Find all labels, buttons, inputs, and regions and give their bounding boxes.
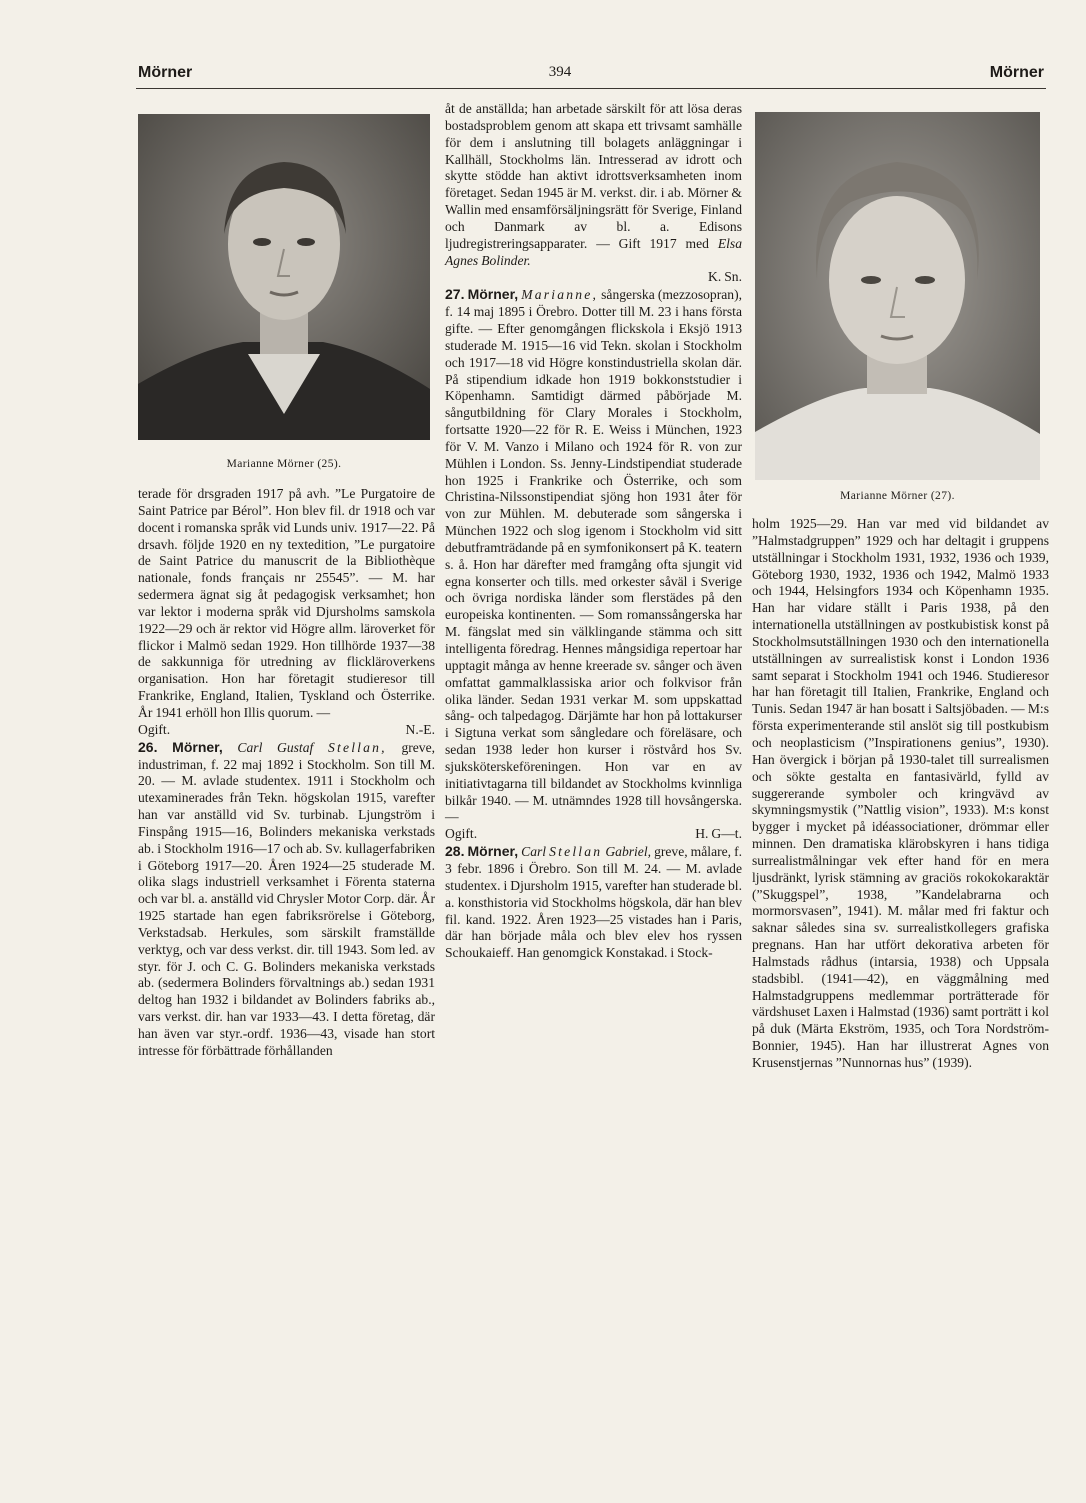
entry-26-surname: Mörner,: [172, 738, 223, 755]
marital-status: Ogift.: [445, 826, 478, 842]
paragraph-26-continued: [445, 101, 742, 269]
running-head-right: Mörner: [989, 64, 1044, 81]
paragraph-28-continued: holm 1925—29. Han var med vid bildandet av ”Halmstadgruppen” 1929 och har deltagit i gruppens utställningar i Stockholm 1931, 1932, 1936 och 1939, Göteborg 1930, 1932, 1936 och 1942, Malmö 1933 och 1944, Helsingfors 1934 och Köpenhamn 1935. Han har vidare ställt i Paris 1938, på den internationella utställningen av postkubistisk konst på Stockholmsutställningen 1930 och den internationella utställningen av surrealistisk konst i London 1936 samt separat i Stockholm 1941 och 1946. Studieresor har han företagit till Italien, Frankrike, England och Tunis. Sedan 1947 är han bosatt i Saltsjöbaden. — M:s första experimenterande stil anslöt sig till postkubism och neoplasticism (”Inspirationens genius”, 1930). Han övergick i början på 1930-talet till surrealismen och sökte gestalta en fantasivärld, fylld av suggererande symboler och kringvävd av skymningsmystik (”Nattlig vision”, 1933). M:s konst bygger i mycket på idéassociationer, drömmar eller minnen. Den dramatiska klärobskyren i hans tidiga surrealistmålningar vek efter hand för en mera ljusdränkt, lyrisk stämning av graciös rokokokaraktär (”Skuggspel”, 1938, ”Kandelabrarna och mormorsvasen”, 1941). M. målar med fri faktur och saknar således sina sv. surrealistkollegers grafiska pregnans. Han har utfört dekorativa arbeten för Halmstads rådhus (intarsia, 1938) och Uppsala stadsbibl. (1941—42), en väggmålning med Halmstadgruppens medlemmar porträtterade för värdshuset Laxen i Halmstad (1936) samt porträtt i kol på duk (Märta Ekström, 1935, och Tora Nordström-Bonnier, 1945). Han har illustrerat Agnes von Krusenstjernas ”Nunnornas hus” (1939).: [752, 516, 1049, 1070]
text-column-3: [752, 516, 1049, 1072]
entry-26-callname: Stellan,: [327, 739, 387, 755]
entry-26-name: Carl Gustaf: [237, 739, 314, 755]
entry-27: [445, 286, 742, 826]
spouse-name: Elsa Agnes Bolinder.: [445, 235, 742, 268]
header-rule: [136, 88, 1046, 89]
portrait-photo-marianne-27: [755, 112, 1040, 480]
photo-caption-left: Marianne Mörner (25).: [226, 458, 342, 470]
text-column-1: [138, 486, 435, 1060]
portrait-illustration: [755, 112, 1040, 480]
entry-28-surname: Mörner,: [467, 843, 519, 860]
entry-28-number: 28.: [445, 843, 465, 860]
author-signature: H. G—t.: [695, 826, 742, 842]
entry-28: [445, 843, 742, 962]
page-number: 394: [548, 64, 572, 80]
entry-28-name-first: Carl: [521, 844, 547, 860]
entry-28-text: greve, målare, f. 3 febr. 1896 i Örebro. Son till M. 24. — M. avlade studentex. i Djursholm 1915, varefter han studerade bl. a. konsthistoria vid Stockholms högskola, där han blev fil. kand. 1922. Åren 1923—25 vistades han i Paris, där han började måla och blev elev hos ryssen Schoukaieff. Han genomgick Konstakad. i Stock-: [445, 844, 743, 961]
entry-27-name: Marianne,: [521, 287, 599, 303]
entry-26: [138, 739, 435, 1060]
entry-27-number: 27.: [445, 286, 465, 303]
portrait-illustration: [138, 114, 430, 440]
entry-26-text: greve, industriman, f. 22 maj 1892 i Stockholm. Son till M. 20. — M. avlade studentex. 1911 i Stockholm och utexaminerades från Tekn. högskolan 1915, varefter han var anställd vid Sv. turbinab. Ljungström i Finspång 1915—16, Bolinders mekaniska verkstads ab. i Stockholm 1916—17 och ab. Sv. kullagerfabriken i Göteborg 1917—20. Åren 1924—25 studerade M. olika slags industriell verksamhet i Förenta staterna och var bl. a. anställd vid Chrysler Motor Corp. där. År 1925 startade han egen fabriksrörelse i Göteborg, Verkstadsab. Herkules, som särskilt framställde verktyg, och var dess verkst. dir. till 1943. Som led. av styr. för J. och C. G. Bolinders mekaniska verkstads ab. (sedermera Bolinders förvaltnings ab.) sedan 1931 deltog han 1932 i bildandet av Bolinders fabriks ab., vars verkst. dir. han var 1933—43. I detta företag, där han även var styr.-ordf. 1936—43, visade han stort intresse för förbättrade förhållanden: [138, 739, 436, 1058]
photo-caption-right: Marianne Mörner (27).: [840, 490, 955, 502]
running-head-left: Mörner: [138, 64, 193, 81]
author-signature-26: K. Sn.: [708, 269, 742, 285]
entry-26-number: 26.: [138, 738, 158, 755]
signature-line-27: [445, 826, 742, 843]
text-column-2: [445, 101, 742, 962]
entry-28-callname: Stellan: [549, 844, 603, 860]
portrait-photo-marianne-25: [138, 114, 430, 440]
paragraph-25-continued: terade för drsgraden 1917 på avh. ”Le Purgatoire de Saint Patrice par Bérol”. Hon blev fil. dr 1918 och var docent i romanska språk vid Lunds univ. 1917—22. På drsavh. följde 1920 en ny textedition, ”Le purgatoire de Saint Patrice du manuscrit de la Bibliothèque nationale, fonds français nr 25545”. — M. har sedermera ägnat sig åt pedagogisk verksamhet; hon var lektor i moderna språk vid Djursholms samskola 1922—29 och är rektor vid Högre allm. läroverket för flickor i Malmö sedan 1929. Hon tillhörde 1937—38 de sakkunniga för utredning av flickläroverkens organisation. Hon har företagit studieresor till Frankrike, England, Italien, Tyskland och Österrike. År 1941 erhöll hon Illis quorum. —: [138, 486, 435, 720]
paragraph-26-text: åt de anställda; han arbetade särskilt för att lösa deras bostadsproblem genom att skapa ett trivsamt samhälle för dem i anslutning till bolagets anläggningar i Kallhäll, Stockholms län. Intresserad av idrott och skytte stödde han aktivt idrottsverksamheten inom företaget. Sedan 1945 är M. verkst. dir. i ab. Mörner & Wallin med ensamförsäljningsrätt för Sverige, Finland och Danmark av bl. a. Edisons ljudregistreringsapparater. — Gift 1917 med: [445, 101, 742, 251]
signature-line-25: [138, 722, 435, 739]
marital-status: Ogift.: [138, 721, 171, 737]
author-signature: N.-E.: [405, 721, 435, 737]
entry-27-text: sångerska (mezzosopran), f. 14 maj 1895 i Örebro. Dotter till M. 23 i hans första gifte. — Efter genomgången flickskola i Eksjö 1913 studerade M. 1915—16 vid Tekn. skolan i Stockholm och 1917—18 vid Högre konstindustriella skolan där. På stipendium idkade hon 1919 bokkonststudier i Köpenhamn. Samtidigt därmed påbörjade M. sångutbildning för Clary Morales i Stockholm, fortsatte 1920—22 för R. E. Weiss i München, 1923 för V. M. Vanzo i Milano och 1924 för R. von zur Mühlen i London. Ss. Jenny-Lindstipendiat studerade hon 1925 i Frankrike och Österrike, och som Christina-Nilssonstipendiat sjöng hon 1931 åter för von zur Mühlen. M. debuterade som sångerska i München 1922 och slog igenom i Stockholm vid sitt debutframträdande på en symfonikonsert på K. teatern s. å. Hon har därefter med framgång ofta sjungit vid egna konserter och tills. med orkester såväl i Sverige och övriga nordiska länder som flerstädes på den europeiska kontinenten. — Som romanssångerska har M. fängslat med sin välklingande stämma och sitt intelligenta föredrag. Hennes mångsidiga repertoar har upptagit många av henne kreerade sv. sånger och även omfattat gammalklassiska arior och folkvisor från olika länder. Sedan 1931 verkar M. som uppskattad sång- och talpedagog. Därjämte har hon på lottakurser i Sigtuna verkat som sångledare och föreläsare, och sedan 1938 leder hon kurser i röstvård hos Sv. sjuksköterskeföreningen. Hon var en av initiativtagarna till bildandet av Stockholms kvinnliga bilkår 1940. — M. utnämndes 1928 till hovsångerska. —: [445, 287, 742, 825]
entry-27-surname: Mörner,: [467, 286, 519, 303]
entry-28-name-last: Gabriel,: [605, 844, 652, 860]
